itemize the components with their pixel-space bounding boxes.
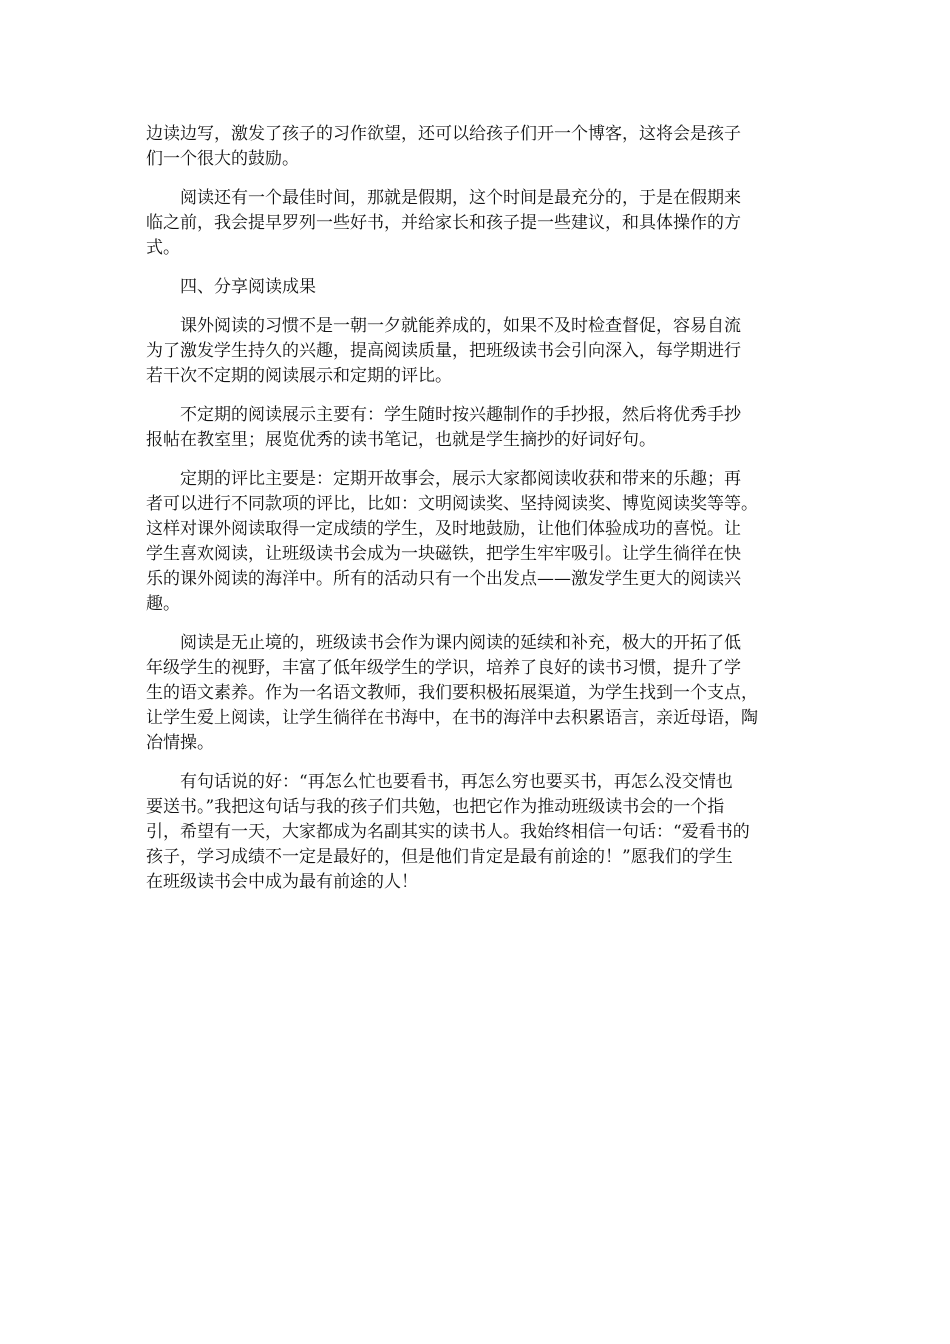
paragraph-reading-habit: 课外阅读的习惯不是一朝一夕就能养成的，如果不及时检查督促，容易自流 为了激发学生持久的兴趣，提高阅读质量，把班级读书会引向深入，每学期进行 若干次不定期的阅读展示和定期的评比。 — [146, 316, 741, 386]
paragraph-continued: 边读边写，激发了孩子的习作欲望，还可以给孩子们开一个博客，这将会是孩子 们一个很大的鼓励。 — [146, 124, 741, 169]
paragraph-regular-evaluation: 定期的评比主要是：定期开故事会，展示大家都阅读收获和带来的乐趣；再 者可以进行不同款项的评比，比如：文明阅读奖、坚持阅读奖、博览阅读奖等等。 这样对课外阅读取得一定成绩的学生，及时地鼓励，让他们体验成功的喜悦。让 学生喜欢阅读，让班级读书会成为一块磁铁，把学生牢牢吸引。让学生徜徉在快 乐的课外阅读的海洋中。所有的活动只有一个出发点——激发学生更大的阅读兴 趣。 — [146, 469, 758, 614]
document-body — [146, 122, 808, 909]
paragraph-holiday-reading: 阅读还有一个最佳时间，那就是假期，这个时间是最充分的，于是在假期来 临之前，我会提早罗列一些好书，并给家长和孩子提一些建议，和具体操作的方 式。 — [146, 188, 741, 258]
paragraph-closing-quote: 有句话说的好：“再怎么忙也要看书，再怎么穷也要买书，再怎么没交情也 要送书。”我把这句话与我的孩子们共勉，也把它作为推动班级读书会的一个指 引，希望有一天，大家都成为名副其实的读书人。我始终相信一句话：“爱看书的 孩子，学习成绩不一定是最好的，但是他们肯定是最有前途的！”愿我们的学生 在班级读书会中成为最有前途的人！ — [146, 772, 750, 892]
paragraph-endless-reading: 阅读是无止境的，班级读书会作为课内阅读的延续和补充，极大的开拓了低 年级学生的视野，丰富了低年级学生的学识，培养了良好的读书习惯，提升了学 生的语文素养。作为一名语文教师，我们要积极拓展渠道，为学生找到一个支点， 让学生爱上阅读，让学生徜徉在书海中，在书的海洋中去积累语言，亲近母语，陶 冶情操。 — [146, 633, 758, 753]
section-heading: 四、分享阅读成果 — [180, 277, 316, 297]
paragraph-irregular-display: 不定期的阅读展示主要有：学生随时按兴趣制作的手抄报，然后将优秀手抄 报帖在教室里；展览优秀的读书笔记，也就是学生摘抄的好词好句。 — [146, 405, 741, 450]
